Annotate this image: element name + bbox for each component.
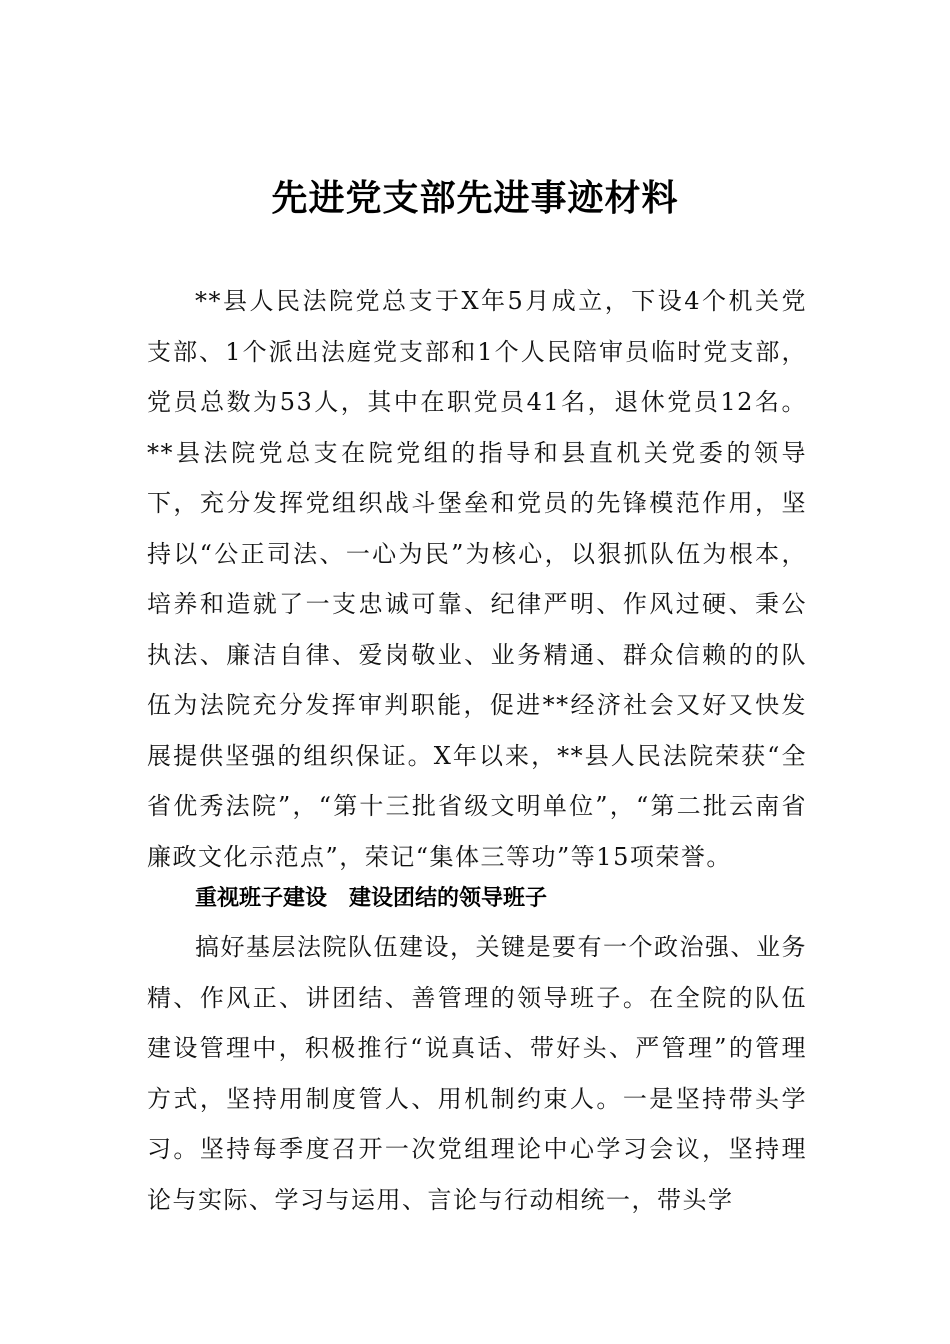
paragraph-leadership xyxy=(147,922,807,1225)
paragraph-intro xyxy=(147,276,807,882)
section-heading: 重视班子建设 建设团结的领导班子 xyxy=(195,886,548,911)
paragraph-intro-text: **县人民法院党总支于X年5月成立，下设4个机关党支部、1个派出法庭党支部和1个人民陪审员临时党支部，党员总数为53人，其中在职党员41名，退休党员12名。**县法院党总支在院党组的指导和县直机关党委的领导下，充分发挥党组织战斗堡垒和党员的先锋模范作用，坚持以“公正司法、一心为民”为核心，以狠抓队伍为根本，培养和造就了一支忠诚可靠、纪律严明、作风过硬、秉公执法、廉洁自律、爱岗敬业、业务精通、群众信赖的的队伍为法院充分发挥审判职能，促进**经济社会又好又快发展提供坚强的组织保证。X年以来，**县人民法院荣获“全省优秀法院”，“第十三批省级文明单位”，“第二批云南省廉政文化示范点”，荣记“集体三等功”等15项荣誉。 xyxy=(147,287,807,871)
paragraph-leadership-text: 搞好基层法院队伍建设，关键是要有一个政治强、业务精、作风正、讲团结、善管理的领导班子。在全院的队伍建设管理中，积极推行“说真话、带好头、严管理”的管理方式，坚持用制度管人、用机制约束人。一是坚持带头学习。坚持每季度召开一次党组理论中心学习会议，坚持理论与实际、学习与运用、言论与行动相统一，带头学 xyxy=(147,933,807,1214)
document-title: 先进党支部先进事迹材料 xyxy=(271,177,679,219)
